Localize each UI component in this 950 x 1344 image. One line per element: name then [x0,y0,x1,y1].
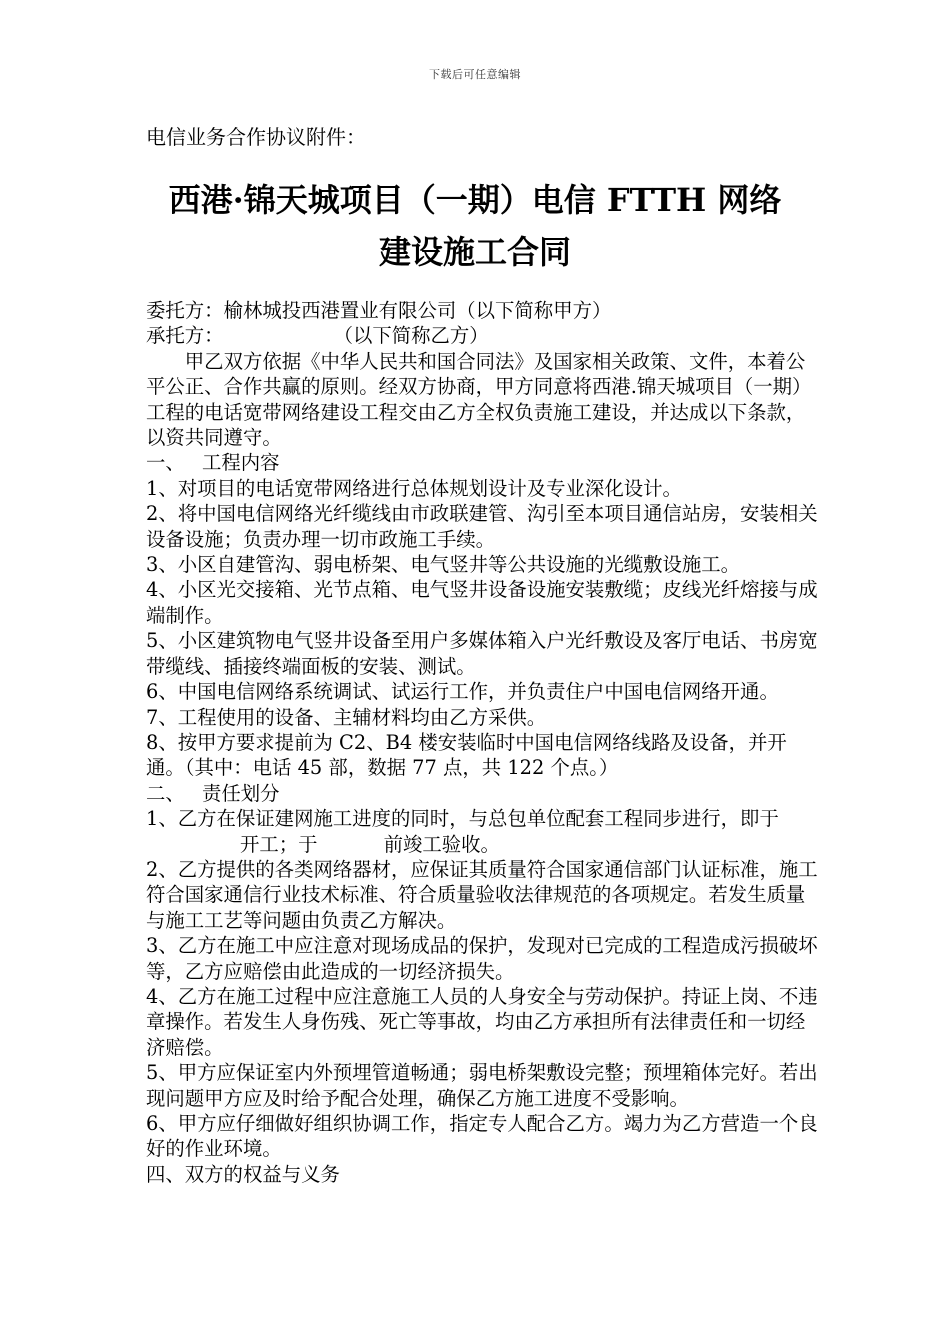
section-1-number: 一、 [146,451,185,475]
intro-paragraph: 甲乙双方依据《中华人民共和国合同法》及国家相关政策、文件，本着公平公正、合作共赢的原则。经双方协商，甲方同意将西港.锦天城项目（一期）工程的电话宽带网络建设工程交由乙方全权负责施工建设，并达成以下条款，以资共同遵守。 [146,349,812,450]
section-1-item: 6、中国电信网络系统调试、试运行工作，并负责住户中国电信网络开通。 [146,680,779,704]
section-1-item: 2、将中国电信网络光纤缆线由市政联建管、沟引至本项目通信站房，安装相关设备设施；负责办理一切市政施工手续。 [146,502,818,551]
section-2-item [146,806,818,857]
title-line-2: 建设施工合同 [378,233,571,271]
section-1-heading [146,450,818,475]
section-1-item: 3、小区自建管沟、弱电桥架、电气竖井等公共设施的光缆敷设施工。 [146,553,741,577]
section-2-item: 5、甲方应保证室内外预埋管道畅通；弱电桥架敷设完整；预埋箱体完好。若出现问题甲方应及时给予配合处理，确保乙方施工进度不受影响。 [146,1061,818,1110]
title-line-1: 西港·锦天城项目（一期）电信 FTTH 网络 [168,181,782,219]
contractor-suffix: （以下简称乙方） [333,324,489,348]
client-line: 委托方：榆林城投西港置业有限公司（以下简称甲方） [146,299,612,322]
section-2-item: 2、乙方提供的各类网络器材，应保证其质量符合国家通信部门认证标准，施工符合国家通信行业技术标准、符合质量验收法律规范的各项规定。若发生质量与施工工艺等问题由负责乙方解决。 [146,857,818,932]
document-title [120,174,830,278]
s2-item1-part-a: 1、乙方在保证建网施工进度的同时，与总包单位配套工程同步进行，即于 [146,807,779,831]
section-1-item: 7、工程使用的设备、主辅材料均由乙方采供。 [146,705,547,729]
section-1-item: 1、对项目的电话宽带网络进行总体规划设计及专业深化设计。 [146,476,682,500]
section-2-number: 二、 [146,781,185,805]
section-2-heading [146,781,818,806]
s2-item1-part-b: 开工；于 [240,832,318,856]
section-2-item: 4、乙方在施工过程中应注意施工人员的人身安全与劳动保护。持证上岗、不违章操作。若发生人身伤残、死亡等事故，均由乙方承担所有法律责任和一切经济赔偿。 [146,984,818,1059]
section-4-heading: 四、双方的权益与义务 [146,1162,340,1186]
appendix-label: 电信业务合作协议附件： [146,125,366,149]
s2-item1-part-c: 前竣工验收。 [383,832,500,856]
header-note: 下载后可任意编辑 [429,68,521,81]
section-1-item: 4、小区光交接箱、光节点箱、电气竖井设备设施安装敷缆；皮线光纤熔接与成端制作。 [146,578,818,627]
section-1-item: 5、小区建筑物电气竖井设备至用户多媒体箱入户光纤敷设及客厅电话、书房宽带缆线、插接终端面板的安装、测试。 [146,629,818,678]
section-2-item: 3、乙方在施工中应注意对现场成品的保护，发现对已完成的工程造成污损破坏等，乙方应赔偿由此造成的一切经济损失。 [146,934,818,983]
contractor-line [146,323,818,348]
section-1-title: 工程内容 [202,451,280,475]
section-1-item: 8、按甲方要求提前为 C2、B4 楼安装临时中国电信网络线路及设备，并开通。（其中：电话 45 部，数据 77 点，共 122 个点。） [146,730,787,780]
section-2-item: 6、甲方应仔细做好组织协调工作，指定专人配合乙方。竭力为乙方营造一个良好的作业环境。 [146,1112,818,1161]
document-body [146,298,818,1187]
section-2-title: 责任划分 [202,781,280,805]
contractor-label: 承托方： [146,324,224,348]
